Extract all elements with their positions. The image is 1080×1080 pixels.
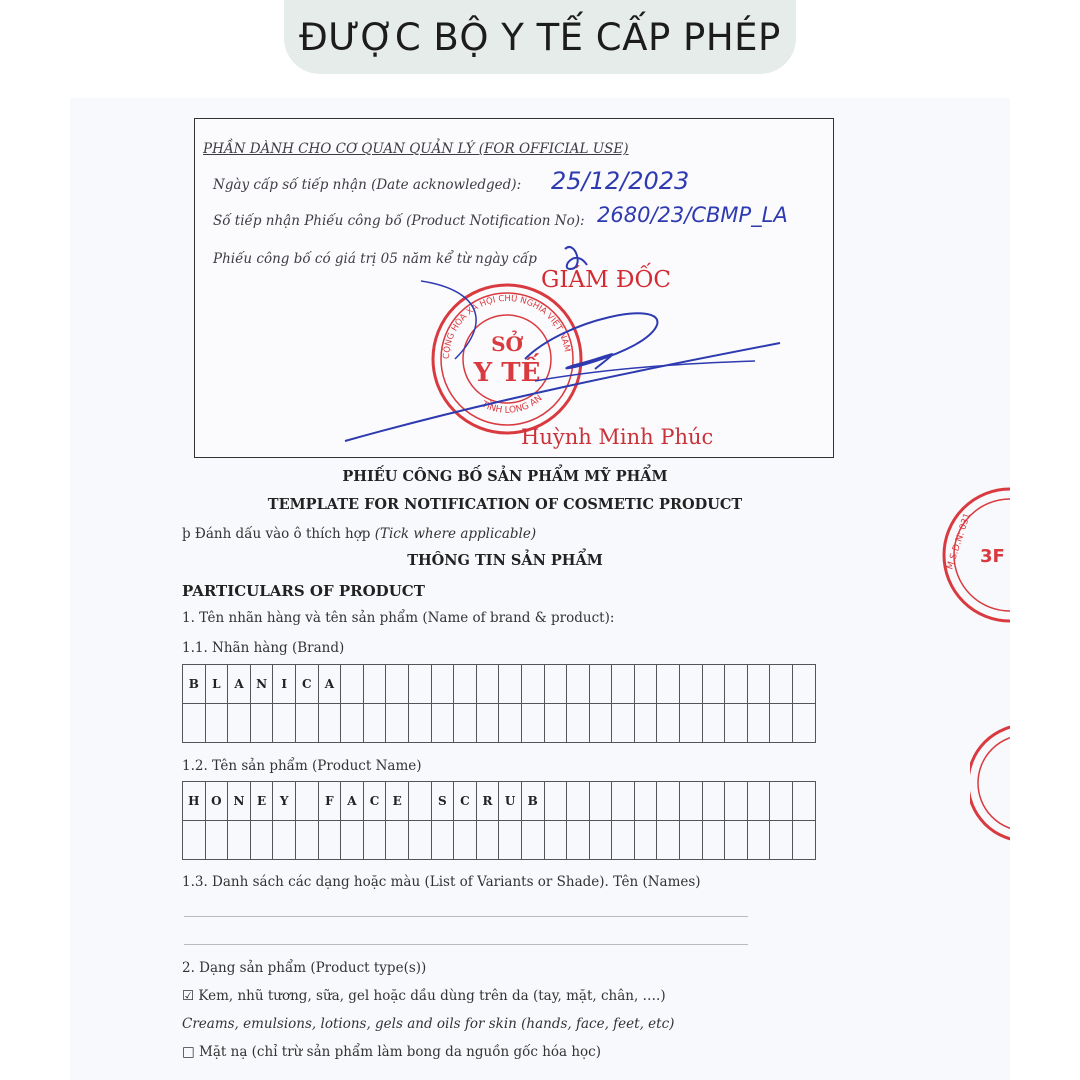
letter-cell xyxy=(386,665,409,704)
section-title-en: PARTICULARS OF PRODUCT xyxy=(182,582,425,600)
letter-cell xyxy=(544,704,567,743)
letter-cell: U xyxy=(499,782,522,821)
letter-cell xyxy=(725,665,748,704)
letter-cell xyxy=(228,821,251,860)
letter-cell xyxy=(431,665,454,704)
question-2: 2. Dạng sản phẩm (Product type(s)) xyxy=(182,960,427,976)
letter-cell xyxy=(544,782,567,821)
date-label: Ngày cấp số tiếp nhận (Date acknowledged): xyxy=(213,177,522,193)
letter-cell: N xyxy=(228,782,251,821)
letter-cell xyxy=(476,821,499,860)
letter-cell xyxy=(499,665,522,704)
product-type-option-1: ☑ Kem, nhũ tương, sữa, gel hoặc dầu dùng trên da (tay, mặt, chân, ….) xyxy=(182,988,666,1004)
letter-cell xyxy=(634,821,657,860)
letter-cell xyxy=(454,704,477,743)
seal-text-top: CỘNG HÒA XÃ HỘI CHỦ NGHĨA VIỆT NAM xyxy=(441,293,572,360)
letter-cell xyxy=(747,821,770,860)
letter-cell: N xyxy=(250,665,273,704)
company-stamp-partial-2 xyxy=(970,718,1010,848)
letter-cell xyxy=(657,665,680,704)
letter-cell xyxy=(341,704,364,743)
notification-no-label: Số tiếp nhận Phiếu công bố (Product Notification No): xyxy=(213,213,585,229)
letter-cell xyxy=(770,821,793,860)
letter-cell xyxy=(680,704,703,743)
letter-cell: A xyxy=(341,782,364,821)
official-use-box xyxy=(194,118,834,458)
letter-cell xyxy=(612,821,635,860)
letter-cell: S xyxy=(431,782,454,821)
grid-row xyxy=(183,704,816,743)
letter-cell xyxy=(634,665,657,704)
letter-cell: A xyxy=(228,665,251,704)
letter-cell xyxy=(634,782,657,821)
letter-cell xyxy=(341,665,364,704)
product-type-option-2: □ Mặt nạ (chỉ trừ sản phẩm làm bong da nguồn gốc hóa học) xyxy=(182,1044,602,1060)
seal-text-bottom: TỈNH LONG AN xyxy=(479,393,545,416)
letter-cell xyxy=(589,704,612,743)
brand-letter-grid xyxy=(182,664,816,743)
question-1-1: 1.1. Nhãn hàng (Brand) xyxy=(182,640,345,656)
letter-cell xyxy=(702,821,725,860)
letter-cell xyxy=(499,704,522,743)
letter-cell xyxy=(567,704,590,743)
letter-cell xyxy=(408,821,431,860)
letter-cell xyxy=(205,704,228,743)
letter-cell: R xyxy=(476,782,499,821)
letter-cell xyxy=(567,821,590,860)
letter-cell xyxy=(408,782,431,821)
seal-center-line-1: SỞ xyxy=(491,332,523,356)
header-title: ĐƯỢC BỘ Y TẾ CẤP PHÉP xyxy=(299,15,781,59)
letter-cell xyxy=(793,665,816,704)
letter-cell xyxy=(183,821,206,860)
letter-cell xyxy=(386,821,409,860)
letter-cell xyxy=(544,665,567,704)
letter-cell: Y xyxy=(273,782,296,821)
letter-cell xyxy=(702,782,725,821)
letter-cell xyxy=(521,821,544,860)
letter-cell xyxy=(612,782,635,821)
letter-cell xyxy=(612,665,635,704)
letter-cell xyxy=(657,782,680,821)
letter-cell xyxy=(363,665,386,704)
seal-center-line-2: Y TẾ xyxy=(473,358,541,388)
letter-cell xyxy=(431,821,454,860)
letter-cell: O xyxy=(205,782,228,821)
letter-cell xyxy=(499,821,522,860)
letter-cell xyxy=(702,665,725,704)
letter-cell xyxy=(747,782,770,821)
letter-cell xyxy=(589,782,612,821)
question-1: 1. Tên nhãn hàng và tên sản phẩm (Name of brand & product): xyxy=(182,610,615,626)
product-letter-grid xyxy=(182,781,816,860)
letter-cell xyxy=(793,704,816,743)
company-stamp-partial xyxy=(940,470,1010,640)
company-stamp-text: M.S.D.N: 031 xyxy=(945,511,974,571)
letter-cell xyxy=(680,665,703,704)
letter-cell xyxy=(567,665,590,704)
signature-strokes xyxy=(195,119,833,457)
letter-cell xyxy=(250,704,273,743)
letter-cell xyxy=(725,821,748,860)
letter-cell: C xyxy=(363,782,386,821)
letter-cell xyxy=(295,704,318,743)
tick-note xyxy=(182,526,536,542)
director-title: GIÁM ĐỐC xyxy=(541,267,671,293)
question-1-2: 1.2. Tên sản phẩm (Product Name) xyxy=(182,758,422,774)
official-heading: PHẦN DÀNH CHO CƠ QUAN QUẢN LÝ (FOR OFFICIAL USE) xyxy=(203,141,629,157)
letter-cell xyxy=(521,665,544,704)
letter-cell xyxy=(476,704,499,743)
letter-cell: B xyxy=(521,782,544,821)
letter-cell xyxy=(634,704,657,743)
letter-cell xyxy=(793,821,816,860)
letter-cell xyxy=(589,821,612,860)
letter-cell xyxy=(318,821,341,860)
letter-cell xyxy=(318,704,341,743)
letter-cell: A xyxy=(318,665,341,704)
letter-cell xyxy=(544,821,567,860)
letter-cell xyxy=(770,665,793,704)
letter-cell: H xyxy=(183,782,206,821)
letter-cell: I xyxy=(273,665,296,704)
letter-cell: F xyxy=(318,782,341,821)
letter-cell xyxy=(680,821,703,860)
letter-cell xyxy=(454,665,477,704)
variant-line-1 xyxy=(184,916,748,917)
form-title-en: TEMPLATE FOR NOTIFICATION OF COSMETIC PRODUCT xyxy=(267,496,743,513)
letter-cell xyxy=(521,704,544,743)
letter-cell xyxy=(770,782,793,821)
letter-cell xyxy=(476,665,499,704)
tick-note-vi: þ Đánh dấu vào ô thích hợp xyxy=(182,526,371,542)
letter-cell: C xyxy=(295,665,318,704)
letter-cell xyxy=(183,704,206,743)
letter-cell xyxy=(408,704,431,743)
tick-note-en: (Tick where applicable) xyxy=(374,526,537,542)
product-type-option-1-en: Creams, emulsions, lotions, gels and oils for skin (hands, face, feet, etc) xyxy=(182,1016,675,1032)
letter-cell xyxy=(702,704,725,743)
letter-cell: E xyxy=(250,782,273,821)
variant-line-2 xyxy=(184,944,748,945)
letter-cell xyxy=(657,704,680,743)
validity-note: Phiếu công bố có giá trị 05 năm kể từ ngày cấp xyxy=(213,251,537,267)
letter-cell xyxy=(612,704,635,743)
grid-row xyxy=(183,821,816,860)
letter-cell: L xyxy=(205,665,228,704)
letter-cell xyxy=(341,821,364,860)
letter-cell xyxy=(747,704,770,743)
grid-row xyxy=(183,782,816,821)
section-title-vi: THÔNG TIN SẢN PHẨM xyxy=(407,552,603,569)
letter-cell xyxy=(363,704,386,743)
letter-cell xyxy=(273,704,296,743)
document-scan xyxy=(70,98,1010,1080)
date-value: 25/12/2023 xyxy=(551,167,690,195)
letter-cell xyxy=(454,821,477,860)
letter-cell: C xyxy=(454,782,477,821)
letter-cell xyxy=(567,782,590,821)
letter-cell xyxy=(295,821,318,860)
letter-cell xyxy=(770,704,793,743)
letter-cell xyxy=(680,782,703,821)
letter-cell: B xyxy=(183,665,206,704)
letter-cell xyxy=(431,704,454,743)
letter-cell xyxy=(725,782,748,821)
question-1-3: 1.3. Danh sách các dạng hoặc màu (List of Variants or Shade). Tên (Names) xyxy=(182,874,701,890)
letter-cell xyxy=(250,821,273,860)
letter-cell xyxy=(725,704,748,743)
company-stamp-mid: 3F xyxy=(980,546,1005,567)
letter-cell xyxy=(205,821,228,860)
header-banner xyxy=(284,0,796,74)
letter-cell xyxy=(295,782,318,821)
signer-name: Huỳnh Minh Phúc xyxy=(521,425,714,449)
notification-no-value: 2680/23/CBMP_LA xyxy=(597,203,788,227)
letter-cell xyxy=(589,665,612,704)
form-title-vi: PHIẾU CÔNG BỐ SẢN PHẨM MỸ PHẨM xyxy=(342,468,668,485)
letter-cell xyxy=(408,665,431,704)
letter-cell xyxy=(657,821,680,860)
letter-cell xyxy=(386,704,409,743)
letter-cell: E xyxy=(386,782,409,821)
letter-cell xyxy=(747,665,770,704)
letter-cell xyxy=(363,821,386,860)
letter-cell xyxy=(793,782,816,821)
letter-cell xyxy=(228,704,251,743)
grid-row xyxy=(183,665,816,704)
letter-cell xyxy=(273,821,296,860)
